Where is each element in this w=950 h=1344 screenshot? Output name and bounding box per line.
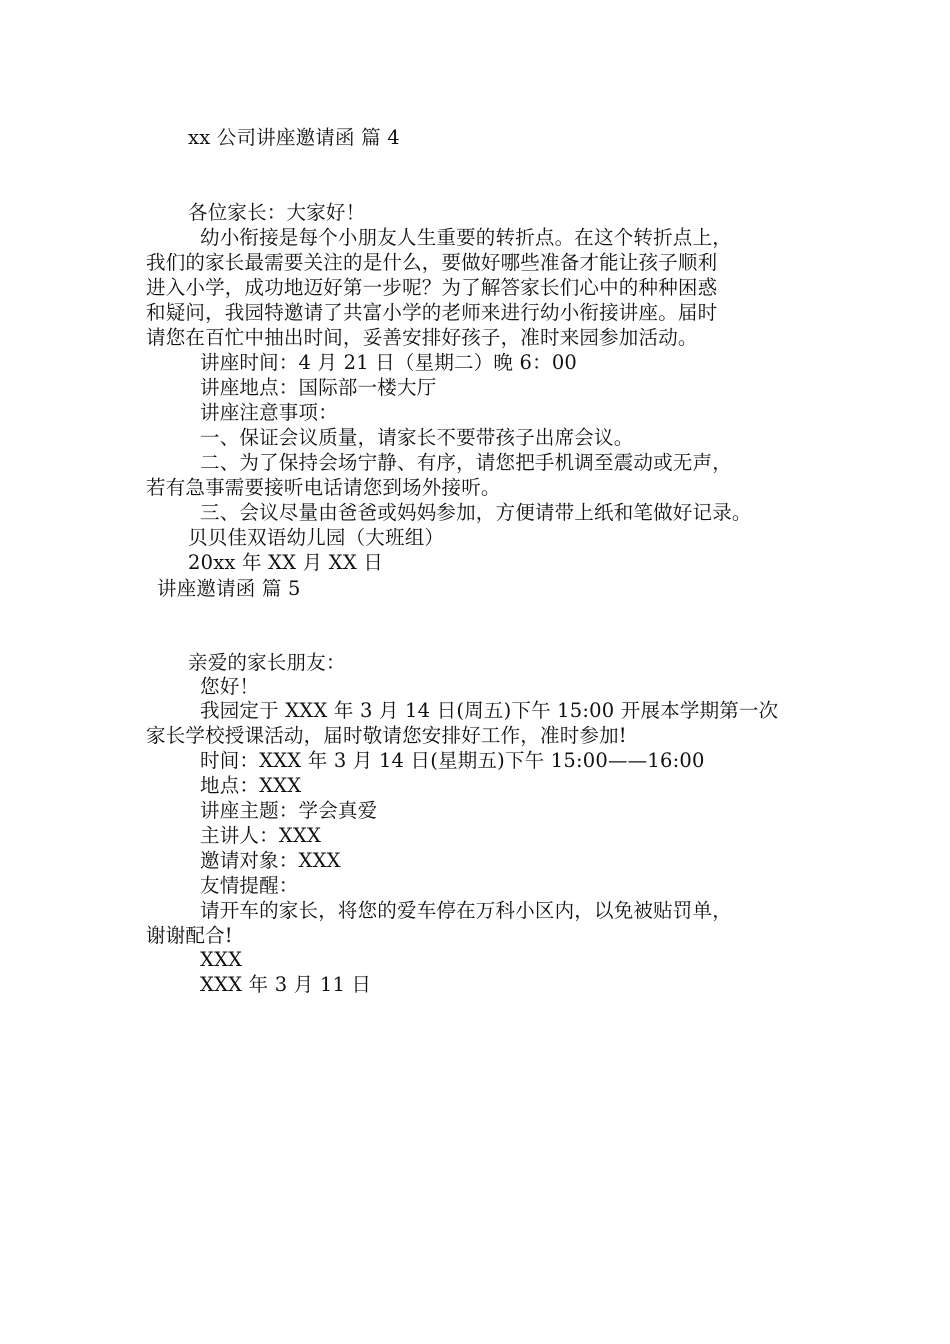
section5-body-line-2: 家长学校授课活动，届时敬请您安排好工作，准时参加! <box>146 724 627 747</box>
section5-title: 讲座邀请函 篇 5 <box>157 577 301 600</box>
section4-time: 讲座时间：4 月 21 日（星期二）晚 6：00 <box>200 351 578 374</box>
section4-signer: 贝贝佳双语幼儿园（大班组） <box>188 526 445 549</box>
section5-date: XXX 年 3 月 11 日 <box>200 973 372 996</box>
section5-hello: 您好！ <box>200 675 260 698</box>
section5-reminder-heading: 友情提醒： <box>200 874 299 897</box>
section4-note-2-line-2: 若有急事需要接听电话请您到场外接听。 <box>146 476 501 499</box>
section4-title: xx 公司讲座邀请函 篇 4 <box>188 126 400 149</box>
section5-body-line-1: 我园定于 XXX 年 3 月 14 日(周五)下午 15:00 开展本学期第一次 <box>200 699 779 722</box>
section4-notes-heading: 讲座注意事项： <box>200 401 338 424</box>
section4-note-1: 一、保证会议质量，请家长不要带孩子出席会议。 <box>200 426 634 449</box>
section4-date: 20xx 年 XX 月 XX 日 <box>188 551 384 574</box>
section4-greeting: 各位家长：大家好！ <box>188 201 366 224</box>
section4-intro-line-3: 进入小学，成功地迈好第一步呢？为了解答家长们心中的种种困惑 <box>146 276 718 299</box>
section5-audience: 邀请对象：XXX <box>200 849 341 872</box>
section5-signer: XXX <box>200 948 243 971</box>
section5-greeting: 亲爱的家长朋友： <box>188 651 346 674</box>
section4-intro-line-5: 请您在百忙中抽出时间，妥善安排好孩子，准时来园参加活动。 <box>146 326 698 349</box>
section5-time: 时间：XXX 年 3 月 14 日(星期五)下午 15:00——16:00 <box>200 749 705 772</box>
section4-location: 讲座地点：国际部一楼大厅 <box>200 376 437 399</box>
section5-speaker: 主讲人：XXX <box>200 824 322 847</box>
section5-location: 地点：XXX <box>200 774 302 797</box>
section5-reminder-line-2: 谢谢配合! <box>146 924 233 947</box>
section4-intro-line-4: 和疑问，我园特邀请了共富小学的老师来进行幼小衔接讲座。届时 <box>146 301 718 324</box>
section5-topic: 讲座主题：学会真爱 <box>200 799 378 822</box>
section4-note-3: 三、会议尽量由爸爸或妈妈参加，方便请带上纸和笔做好记录。 <box>200 501 752 524</box>
section4-note-2-line-1: 二、为了保持会场宁静、有序，请您把手机调至震动或无声， <box>200 451 732 474</box>
section4-intro-line-1: 幼小衔接是每个小朋友人生重要的转折点。在这个转折点上， <box>200 226 732 249</box>
section5-reminder-line-1: 请开车的家长，将您的爱车停在万科小区内，以免被贴罚单， <box>200 899 732 922</box>
section4-intro-line-2: 我们的家长最需要关注的是什么，要做好哪些准备才能让孩子顺利 <box>146 251 718 274</box>
